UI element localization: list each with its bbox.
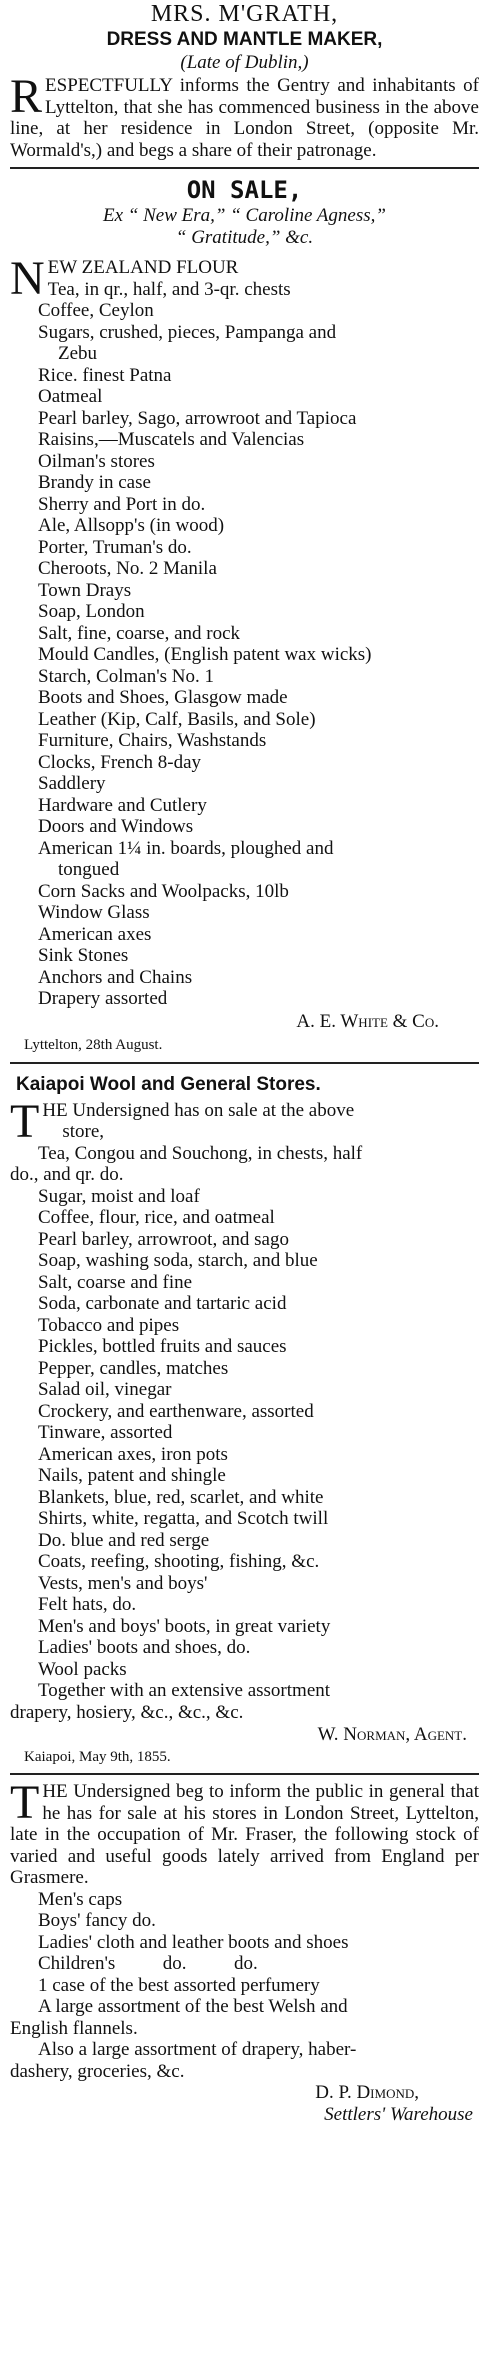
advert-mrs-mgrath: [10, 0, 479, 161]
advert-dimond: [10, 1776, 479, 2126]
column-rule: [10, 1062, 479, 1064]
list-item: Oilman's stores: [38, 450, 155, 472]
list-item: Zebu: [58, 343, 98, 364]
advertiser-origin: (Late of Dublin,): [180, 52, 309, 73]
list-item: Nails, patent and shingle: [38, 1465, 226, 1486]
list-item: Leather (Kip, Calf, Basils, and Sole): [38, 708, 316, 730]
advert-signature-line2: Settlers' Warehouse: [324, 2104, 473, 2125]
list-item: American axes, iron pots: [38, 1443, 228, 1465]
list-item: A large assortment of the best Welsh and: [38, 1996, 348, 2017]
signature-text: A. E. White & Co.: [296, 1010, 439, 1032]
list-item: Raisins,—Muscatels and Valencias: [38, 429, 305, 450]
list-item: 1 case of the best assorted perfumery: [38, 1974, 320, 1996]
list-item: Pearl barley, Sago, arrowroot and Tapioca: [38, 407, 357, 429]
list-item: English flannels.: [10, 2017, 138, 2039]
list-item: Sink Stones: [38, 945, 129, 966]
list-item: Pepper, candles, matches: [38, 1357, 229, 1379]
list-item: Tea, Congou and Souchong, in chests, half: [38, 1142, 363, 1164]
list-item: Starch, Colman's No. 1: [38, 665, 214, 687]
intro-text: HE Undersigned has on sale at the above: [42, 1099, 355, 1121]
list-item: Wool packs: [38, 1658, 127, 1680]
list-item: Pearl barley, arrowroot, and sago: [38, 1228, 289, 1250]
list-item: Felt hats, do.: [38, 1594, 137, 1615]
advert-heading: Kaiapoi Wool and General Stores.: [16, 1073, 321, 1095]
advert-signature: [10, 2082, 479, 2104]
drop-cap: N: [10, 252, 45, 305]
list-item: Boots and Shoes, Glasgow made: [38, 687, 288, 708]
intro-text: store,: [62, 1121, 105, 1142]
list-item: Do. blue and red serge: [38, 1529, 210, 1551]
drop-cap: R: [10, 70, 43, 123]
list-item: Anchors and Chains: [38, 966, 193, 988]
advert-date: Lyttelton, 28th August.: [24, 1036, 163, 1053]
list-item: tongued: [58, 859, 120, 880]
list-item: Mould Candles, (English patent wax wicks): [38, 644, 372, 665]
list-item: Tea, in qr., half, and 3-qr. chests: [47, 278, 291, 300]
advert-heading: ON SALE,: [186, 176, 303, 204]
list-item: Town Drays: [38, 579, 132, 601]
list-item: Sherry and Port in do.: [38, 493, 206, 515]
list-item: Crockery, and earthenware, assorted: [38, 1400, 314, 1422]
list-item: Saddlery: [38, 773, 106, 794]
advertiser-trade: DRESS AND MANTLE MAKER,: [106, 29, 383, 50]
list-item: Children's do. do.: [38, 1953, 258, 1974]
ships-line: Ex “ New Era,” “ Caroline Agness,”: [103, 205, 386, 226]
list-item: American 1¼ in. boards, ploughed and: [38, 837, 334, 859]
column-rule: [10, 1773, 479, 1775]
list-item: Ladies' boots and shoes, do.: [38, 1637, 251, 1658]
list-item: Salt, coarse and fine: [38, 1271, 193, 1293]
goods-list: [10, 1143, 479, 1681]
list-item: Cheroots, No. 2 Manila: [38, 558, 217, 579]
list-item: Corn Sacks and Woolpacks, 10lb: [38, 880, 289, 902]
list-item: Coats, reefing, shooting, fishing, &c.: [38, 1551, 320, 1572]
list-item: Rice. finest Patna: [38, 364, 172, 386]
list-item: Men's caps: [38, 1888, 123, 1910]
list-item: Coffee, flour, rice, and oatmeal: [38, 1207, 275, 1228]
list-item: Boys' fancy do.: [38, 1910, 156, 1931]
list-item: Soap, washing soda, starch, and blue: [38, 1250, 318, 1271]
list-item: Tobacco and pipes: [38, 1314, 180, 1336]
list-item: Soap, London: [38, 601, 145, 622]
list-item: Coffee, Ceylon: [38, 300, 154, 321]
list-item: Clocks, French 8-day: [38, 751, 202, 773]
intro: [10, 1094, 479, 1148]
list-item: Doors and Windows: [38, 816, 194, 837]
list-item: Men's and boys' boots, in great variety: [38, 1615, 331, 1637]
list-item: Ladies' cloth and leather boots and shoes: [38, 1931, 349, 1953]
advertiser-name: MRS. M'GRATH,: [150, 1, 339, 27]
list-item: Sugar, moist and loaf: [38, 1185, 200, 1207]
drop-cap: T: [10, 1776, 40, 1829]
drop-cap: T: [10, 1094, 40, 1148]
list-item: Blankets, blue, red, scarlet, and white: [38, 1486, 324, 1508]
list-item: American axes: [38, 923, 152, 945]
signature-text: W. Norman, Agent.: [317, 1724, 467, 1745]
closing-line: dashery, groceries, &c.: [10, 2060, 185, 2082]
list-item: Pickles, bottled fruits and sauces: [38, 1336, 287, 1357]
goods-list: [10, 1889, 479, 2040]
advert-kaiapoi-stores: [10, 1070, 479, 1768]
list-item: Furniture, Chairs, Washstands: [38, 730, 267, 751]
closing-line: drapery, hosiery, &c., &c., &c.: [10, 1701, 244, 1723]
advert-signature: [10, 1723, 479, 1747]
list-item: Soda, carbonate and tartaric acid: [38, 1293, 287, 1314]
closing-line: Together with an extensive assortment: [38, 1680, 331, 1701]
list-item: Shirts, white, regatta, and Scotch twill: [38, 1508, 329, 1529]
signature-text: D. P. Dimond,: [315, 2082, 419, 2103]
advert-signature: [10, 1010, 479, 1034]
advert-body: [10, 1776, 479, 1889]
list-item: do., and qr. do.: [10, 1164, 124, 1185]
advert-text: HE Undersigned beg to inform the public in general that he has for sale at his stores in London Street, Lyttelton, late in the occupation of Mr. Fraser, the following stock of varied and useful goods lately arrived from England per Grasmere.: [10, 1781, 479, 1888]
column-rule: [10, 167, 479, 169]
ships-line: “ Gratitude,” &c.: [175, 227, 314, 248]
goods-list: [10, 279, 479, 1010]
closing-line: Also a large assortment of drapery, haber-: [38, 2039, 357, 2060]
list-item: Ale, Allsopp's (in wood): [38, 515, 225, 536]
list-item: Window Glass: [38, 902, 150, 923]
advert-date: Kaiapoi, May 9th, 1855.: [24, 1749, 171, 1765]
list-item: Salad oil, vinegar: [38, 1379, 172, 1400]
list-item: Sugars, crushed, pieces, Pampanga and: [38, 321, 337, 343]
list-item: Porter, Truman's do.: [38, 536, 192, 558]
list-item: Oatmeal: [38, 386, 103, 407]
list-item: Drapery assorted: [38, 988, 168, 1009]
advert-on-sale: [10, 175, 479, 1056]
advert-text: ESPECTFULLY informs the Gentry and inhabitants of Lyttelton, that she has commenced business in the above line, at her residence in London Street, (opposite Mr. Wormald's,) and begs a share of their patronage.: [10, 75, 479, 161]
list-item: Vests, men's and boys': [38, 1572, 208, 1594]
advert-body: [10, 70, 479, 161]
list-item: Tinware, assorted: [38, 1422, 173, 1443]
list-item: Hardware and Cutlery: [38, 794, 207, 816]
list-item: Salt, fine, coarse, and rock: [38, 622, 241, 644]
first-item-text: EW ZEALAND FLOUR: [47, 257, 239, 278]
list-item: Brandy in case: [38, 472, 151, 493]
